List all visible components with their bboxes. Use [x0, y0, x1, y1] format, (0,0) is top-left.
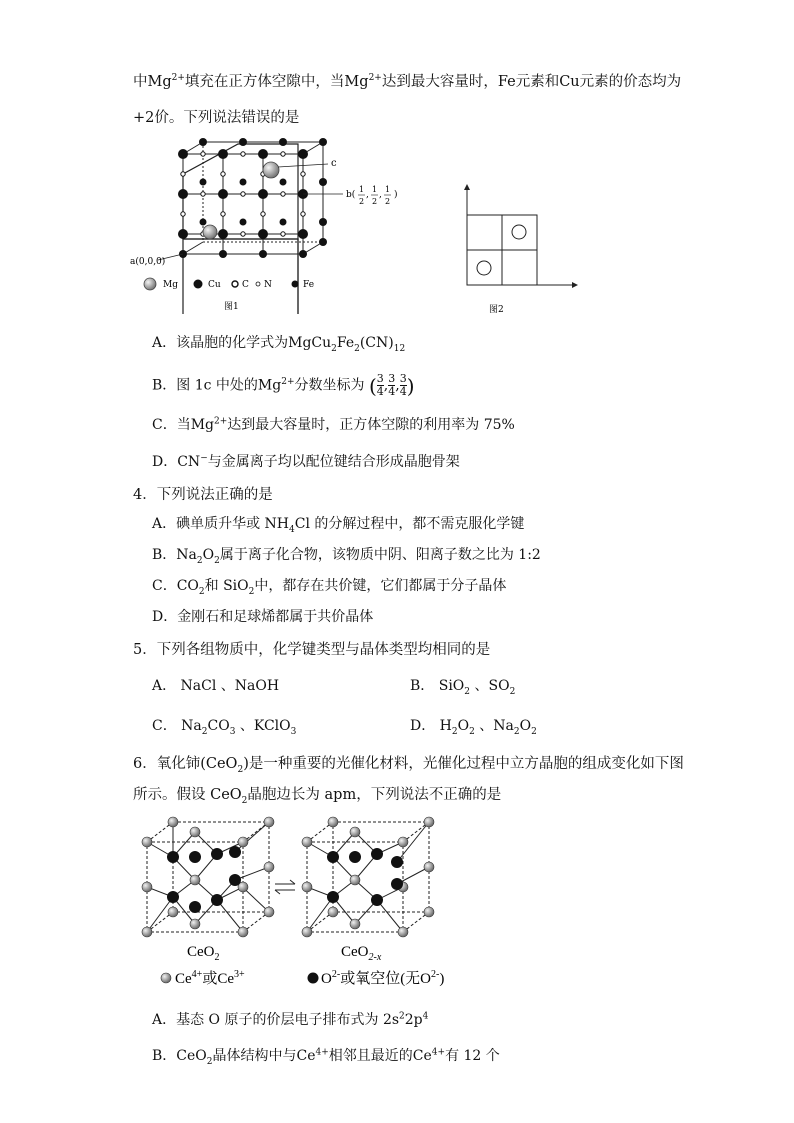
q5-stem: 5．下列各组物质中，化学键类型与晶体类型均相同的是 [133, 642, 491, 658]
legend-mg-icon [144, 278, 156, 290]
svg-text:,: , [366, 190, 369, 200]
svg-text:,: , [379, 190, 382, 200]
svg-text:Fe: Fe [303, 280, 315, 290]
figure-1-crystal-cell [128, 134, 428, 314]
legend-fe-icon [292, 281, 299, 288]
projection-circle [477, 261, 491, 275]
q4-option-b: B．$Na_2O_2$属于离子化合物，该物质中阴、阳离子数之比为 1:2 [152, 547, 541, 566]
fig1-legend [144, 278, 314, 290]
q5-option-a: A． NaCl 、NaOH [152, 678, 280, 694]
svg-text:b(: b( [346, 190, 356, 200]
legend-c-icon [232, 281, 238, 287]
cu-atom [178, 149, 188, 159]
q5-option-d: D． $H_2O_2$ 、$Na_2O_2$ [410, 718, 537, 737]
q3-option-a: A．该晶胞的化学式为$MgCu_2Fe_2(CN)_{12}$ [152, 335, 406, 354]
mg-atom-c [263, 162, 279, 178]
svg-text:): ) [394, 190, 398, 200]
label-c: c [331, 158, 337, 169]
q5-option-b: B． SiO$_2$ 、$SO_2$ [410, 678, 516, 697]
svg-text:Mg: Mg [163, 280, 178, 290]
projection-circle [512, 225, 526, 239]
svg-text:Cu: Cu [208, 280, 221, 290]
ceo2-label: CeO$_2$ [187, 944, 220, 963]
cell-front-face [183, 239, 298, 314]
ceo2-cell [147, 822, 269, 932]
mg-atom [203, 225, 217, 239]
equilibrium-arrows [275, 880, 295, 894]
svg-text:C: C [242, 280, 249, 290]
ceo2-x-cell [307, 822, 429, 932]
intro-line-2: +2价。下列说法错误的是 [133, 110, 300, 126]
svg-text:1: 1 [385, 185, 391, 194]
svg-text:1: 1 [359, 185, 365, 194]
intro-line-1: 中$Mg^{2+}$填充在正方体空隙中，当$Mg^{2+}$达到最大容量时，Fe元素和Cu元素的价态均为 [133, 73, 682, 90]
q4-option-d: D．金刚石和足球烯都属于共价晶体 [152, 609, 374, 625]
figure-2-projection [455, 180, 585, 315]
legend-o: $O^{2-}$或氧空位(无$O^{2-}$) [321, 969, 445, 987]
ceo2-x-label: CeO$_{2-x}$ [341, 944, 382, 963]
fig1-caption: 图1 [224, 302, 239, 312]
q4-stem: 4．下列说法正确的是 [133, 487, 273, 503]
q4-option-c: C．$CO_2$和 SiO$_2$中，都存在共价键，它们都属于分子晶体 [152, 578, 507, 597]
q6-option-b: B．CeO$_2$晶体结构中与$Ce^{4+}$相邻且最近的$Ce^{4+}$有 12 个 [152, 1047, 500, 1067]
q3-option-c: C．当$Mg^{2+}$达到最大容量时，正方体空隙的利用率为 75% [152, 416, 515, 433]
ceo2-x-atoms [302, 817, 434, 937]
fig2-caption: 图2 [489, 305, 504, 315]
svg-text:2: 2 [372, 197, 378, 206]
q6-stem-line-1: 6．氧化铈(CeO$_2$)是一种重要的光催化材料，光催化过程中立方晶胞的组成变化如下图 [133, 756, 684, 775]
legend-ce: $Ce^{4+}$或$Ce^{3+}$ [175, 969, 245, 987]
q5-option-c: C． $Na_2CO_3$ 、KClO$_3$ [152, 718, 297, 737]
svg-text:2: 2 [385, 197, 391, 206]
label-a: a(0,0,0) [130, 257, 166, 267]
q6-option-a: A．基态 O 原子的价层电子排布式为 $2s^22p^4$ [152, 1011, 429, 1028]
q3-option-d: D．CN−与金属离子均以配位键结合形成晶胞骨架 [152, 453, 460, 470]
label-b [346, 185, 398, 206]
svg-text:2: 2 [359, 197, 365, 206]
q4-option-a: A．碘单质升华或 $NH_4Cl$ 的分解过程中，都不需克服化学键 [152, 516, 525, 535]
legend-cu-icon [194, 280, 203, 289]
figure-ceo2-cells [135, 812, 465, 992]
legend-ce-icon [161, 973, 171, 983]
svg-text:N: N [264, 280, 272, 290]
legend-o-icon [308, 973, 319, 984]
q6-stem-line-2: 所示。假设 CeO$_2$晶胞边长为 apm，下列说法不正确的是 [133, 787, 502, 806]
svg-text:1: 1 [372, 185, 378, 194]
q3-option-b: B．图 1c 中处的$Mg^{2+}$分数坐标为 ( $\frac{3}{4}$ , $\frac{3}{4}$ , $\frac{3}{4}$ ) [152, 372, 415, 398]
legend-n-icon [256, 282, 260, 286]
